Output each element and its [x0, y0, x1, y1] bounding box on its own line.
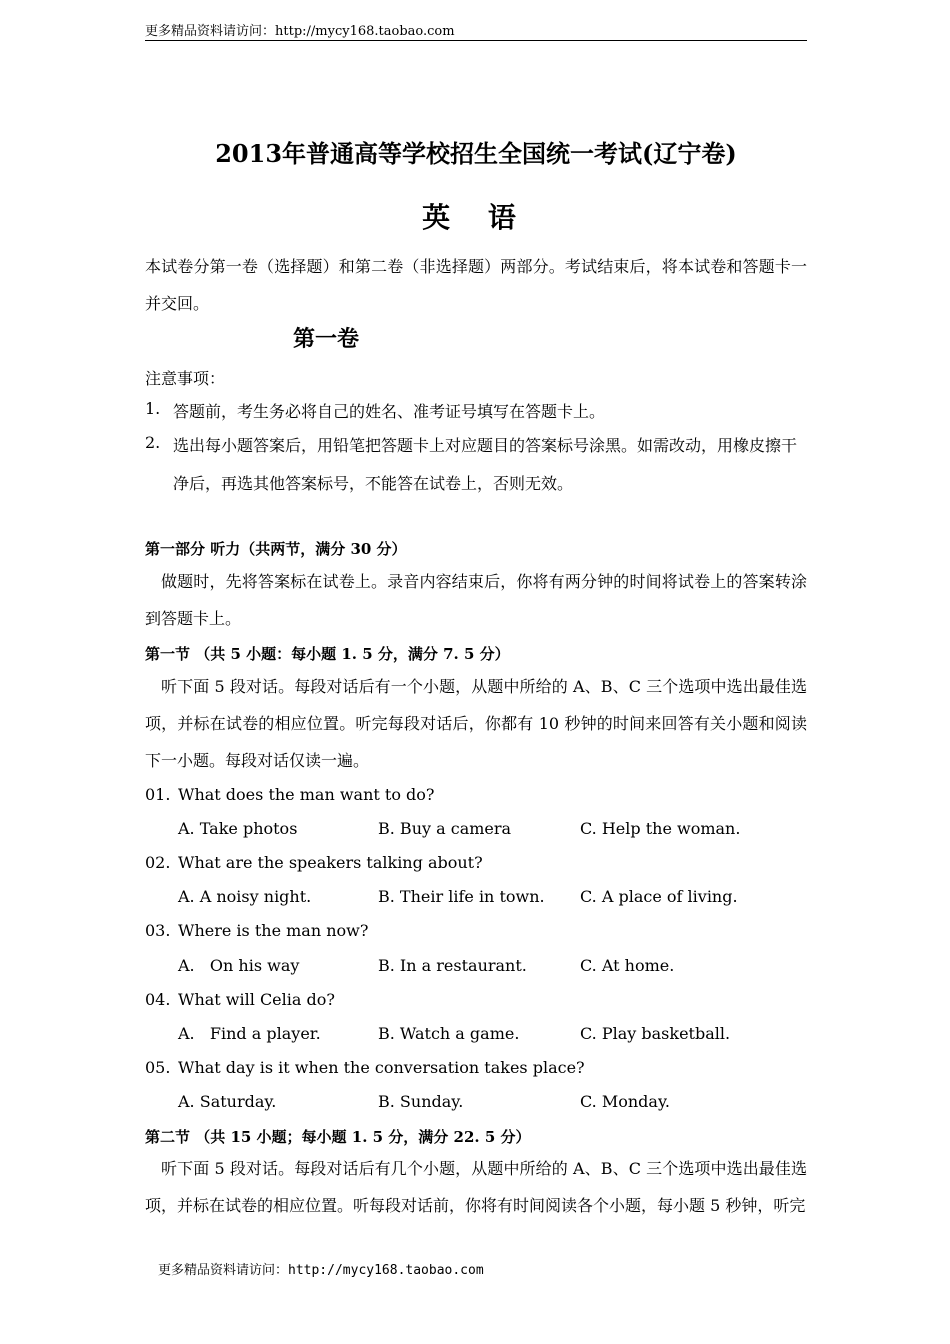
section1-instruction: 听下面 5 段对话。每段对话后有一个小题，从题中所给的 A、B、C 三个选项中选出最佳选项，并标在试卷的相应位置。听完每段对话后，你都有 10 秒钟的时间来回答有关小题和阅读下一小题。每段对话仅读一遍。 [145, 677, 807, 770]
part1-instruction: 做题时，先将答案标在试卷上。录音内容结束后，你将有两分钟的时间将试卷上的答案转涂到答题卡上。 [145, 572, 807, 628]
section2-heading: 第二节 （共 15 小题；每小题 1. 5 分，满分 22. 5 分） [145, 1128, 531, 1146]
subject-title: 英 语 [422, 201, 530, 234]
section2-instruction: 听下面 5 段对话。每段对话后有几个小题，从题中所给的 A、B、C 三个选项中选出最佳选项，并标在试卷的相应位置。听每段对话前，你将有时间阅读各个小题，每小题 5 秒钟，听完 [145, 1159, 807, 1215]
volume-heading: 第一卷 [293, 326, 360, 352]
question-01-num: 01. [145, 785, 171, 804]
question-03-text: Where is the man now? [178, 921, 369, 940]
question-01-text: What does the man want to do? [178, 785, 435, 804]
question-05-option-b: B. Sunday. [378, 1092, 464, 1111]
question-04-num: 04. [145, 990, 171, 1009]
intro-paragraph: 本试卷分第一卷（选择题）和第二卷（非选择题）两部分。考试结束后，将本试卷和答题卡一并交回。 [145, 257, 807, 313]
page-footer [158, 1259, 484, 1278]
footer-text: 更多精品资料请访问：http://mycy168.taobao.com [158, 1263, 484, 1278]
question-02-option-b: B. Their life in town. [378, 887, 545, 906]
question-03-option-a: A. On his way [178, 956, 300, 975]
question-03-num: 03. [145, 921, 171, 940]
question-01-option-c: C. Help the woman. [580, 819, 741, 838]
exam-title: 2013年普通高等学校招生全国统一考试(辽宁卷) [215, 139, 737, 168]
question-05-option-c: C. Monday. [580, 1092, 670, 1111]
question-05-option-a: A. Saturday. [178, 1092, 277, 1111]
notice-2-text-cont: 净后，再选其他答案标号，不能答在试卷上，否则无效。 [173, 474, 574, 493]
question-01-option-b: B. Buy a camera [378, 819, 512, 838]
question-03-option-c: C. At home. [580, 956, 675, 975]
notice-1-text: 答题前，考生务必将自己的姓名、准考证号填写在答题卡上。 [173, 402, 606, 421]
question-04-option-c: C. Play basketball. [580, 1024, 731, 1043]
section1-heading: 第一节 （共 5 小题：每小题 1. 5 分，满分 7. 5 分） [145, 645, 510, 663]
notice-1-num: 1. [145, 399, 161, 418]
header-text: 更多精品资料请访问：http://mycy168.taobao.com [145, 24, 455, 39]
question-04-option-b: B. Watch a game. [378, 1024, 520, 1043]
page-header [145, 24, 807, 41]
notice-2-text: 选出每小题答案后，用铅笔把答题卡上对应题目的答案标号涂黑。如需改动，用橡皮擦干 [173, 436, 798, 455]
question-02-option-c: C. A place of living. [580, 887, 738, 906]
question-02-option-a: A. A noisy night. [178, 887, 312, 906]
question-05-text: What day is it when the conversation takes place? [178, 1058, 585, 1077]
notice-label: 注意事项： [145, 369, 226, 388]
question-04-option-a: A. Find a player. [178, 1024, 321, 1043]
question-03-option-b: B. In a restaurant. [378, 956, 527, 975]
question-05-num: 05. [145, 1058, 171, 1077]
question-01-option-a: A. Take photos [178, 819, 298, 838]
question-04-text: What will Celia do? [178, 990, 335, 1009]
part1-heading: 第一部分 听力（共两节，满分 30 分） [145, 540, 407, 558]
question-02-text: What are the speakers talking about? [178, 853, 483, 872]
notice-2-num: 2. [145, 433, 161, 452]
question-02-num: 02. [145, 853, 171, 872]
